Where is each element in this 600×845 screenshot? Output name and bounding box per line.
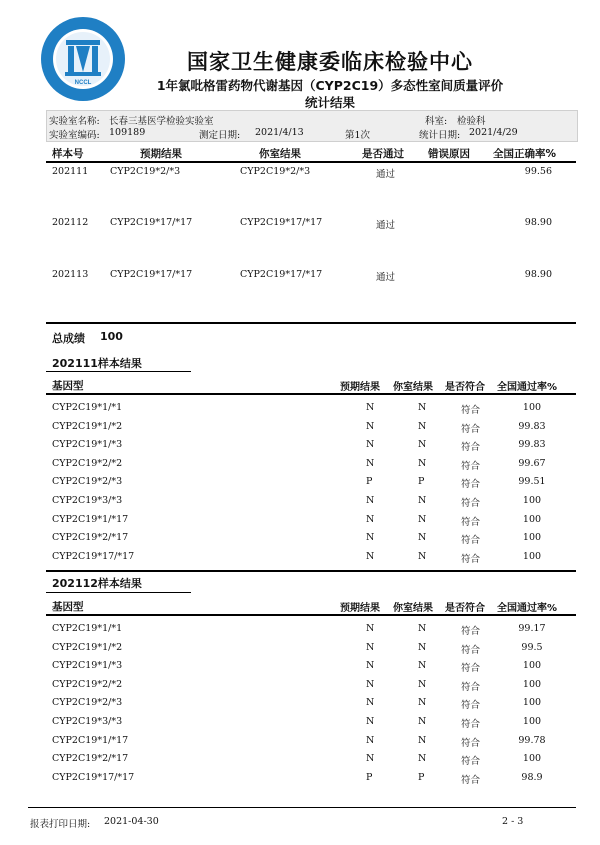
table-row-match: 符合 xyxy=(461,423,481,435)
table-row-expected: N xyxy=(366,697,375,709)
table-row-rate: 99.83 xyxy=(518,420,546,432)
table-row-genotype: CYP2C19*2/*3 xyxy=(52,697,123,709)
table-row-rate: 100 xyxy=(522,495,542,506)
table-row-yours: P xyxy=(418,476,425,488)
table-row-rate: 100 xyxy=(522,753,542,765)
table-row-match: 符合 xyxy=(461,442,481,454)
table-row-yours: N xyxy=(418,678,427,690)
table-row-passed: 通过 xyxy=(376,169,396,180)
lab-code-label: 实验室编码: xyxy=(49,130,100,141)
divider xyxy=(46,322,576,324)
table-row-yours: N xyxy=(418,641,427,653)
test-date: 2021/4/13 xyxy=(255,127,304,138)
table-row-rate: 100 xyxy=(522,513,542,525)
table-row-rate: 100 xyxy=(522,697,542,709)
table-row-yours: N xyxy=(418,495,427,506)
table-row-match: 符合 xyxy=(461,756,481,768)
table-row-rate: 100 xyxy=(522,532,542,544)
col-rate-header: 全国通过率% xyxy=(497,382,558,393)
table-row-genotype: CYP2C19*2/*17 xyxy=(52,532,129,544)
table-row-match: 符合 xyxy=(461,681,481,693)
table-row-expected: P xyxy=(366,476,373,488)
table-row-match: 符合 xyxy=(461,737,481,749)
table-row-match: 符合 xyxy=(461,626,481,637)
col-genotype-header: 基因型 xyxy=(52,380,84,392)
table-row-yours: N xyxy=(418,402,427,413)
divider xyxy=(46,614,576,616)
table-row-genotype: CYP2C19*2/*3 xyxy=(52,476,123,488)
table-row-match: 符合 xyxy=(461,479,481,491)
col-genotype-header: 基因型 xyxy=(52,601,84,613)
col-yours-header: 你室结果 xyxy=(393,603,433,614)
col-match-header: 是否符合 xyxy=(445,382,485,393)
table-row-rate: 100 xyxy=(522,660,542,672)
table-row-expected: N xyxy=(366,716,375,727)
test-date-label: 测定日期: xyxy=(199,130,241,141)
table-row-yours: N xyxy=(418,420,427,432)
table-row-yours: N xyxy=(418,550,427,562)
table-row-match: 符合 xyxy=(461,535,481,547)
col-rate-header: 全国正确率% xyxy=(493,148,557,160)
table-row-expected: N xyxy=(366,532,375,544)
section-title: 202111样本结果 xyxy=(52,357,142,370)
divider xyxy=(46,592,191,593)
col-match-header: 是否符合 xyxy=(445,603,485,614)
table-row-yours: N xyxy=(418,753,427,765)
table-row-sample: 202111 xyxy=(52,166,89,177)
table-row-match: 符合 xyxy=(461,405,481,416)
table-row-genotype: CYP2C19*2/*17 xyxy=(52,753,129,765)
table-row-expected: N xyxy=(366,439,375,451)
dept: 检验科 xyxy=(457,116,486,127)
table-row-sample: 202113 xyxy=(52,269,89,280)
col-rate-header: 全国通过率% xyxy=(497,603,558,614)
table-row-match: 符合 xyxy=(461,700,481,712)
table-row-rate: 98.90 xyxy=(524,269,552,280)
org-title: 国家卫生健康委临床检验中心 xyxy=(187,50,473,74)
total-score-value: 100 xyxy=(100,330,123,343)
table-row-genotype: CYP2C19*1/*17 xyxy=(52,513,129,525)
stat-date-label: 统计日期: xyxy=(419,130,461,141)
table-row-genotype: CYP2C19*2/*2 xyxy=(52,457,123,469)
table-row-rate: 98.90 xyxy=(524,217,552,228)
table-row-genotype: CYP2C19*3/*3 xyxy=(52,716,123,727)
table-row-expected: CYP2C19*17/*17 xyxy=(110,217,193,228)
svg-text:NCCL: NCCL xyxy=(74,80,92,86)
table-row-rate: 98.9 xyxy=(521,771,543,783)
table-row-genotype: CYP2C19*1/*3 xyxy=(52,660,123,672)
table-row-expected: P xyxy=(366,771,373,783)
table-row-genotype: CYP2C19*3/*3 xyxy=(52,495,123,506)
print-date: 2021-04-30 xyxy=(104,816,159,827)
table-row-match: 符合 xyxy=(461,498,481,509)
col-yours-header: 你室结果 xyxy=(259,148,301,160)
col-expected-header: 预期结果 xyxy=(340,382,380,393)
divider xyxy=(46,371,191,372)
table-row-rate: 99.51 xyxy=(518,476,546,488)
table-row-genotype: CYP2C19*1/*2 xyxy=(52,641,123,653)
table-row-rate: 99.17 xyxy=(518,623,546,634)
table-row-match: 符合 xyxy=(461,516,481,528)
table-row-genotype: CYP2C19*1/*17 xyxy=(52,734,129,746)
table-row-expected: N xyxy=(366,457,375,469)
table-row-rate: 99.83 xyxy=(518,439,546,451)
table-row-rate: 100 xyxy=(522,402,542,413)
table-row-expected: CYP2C19*2/*3 xyxy=(110,166,181,177)
report-subtitle: 统计结果 xyxy=(304,95,355,110)
table-row-expected: N xyxy=(366,402,375,413)
total-score-label: 总成绩 xyxy=(52,332,85,345)
print-date-label: 报表打印日期: xyxy=(30,819,91,830)
table-row-match: 符合 xyxy=(461,663,481,675)
table-row-passed: 通过 xyxy=(376,220,396,231)
col-reason-header: 错误原因 xyxy=(428,148,470,160)
table-row-expected: N xyxy=(366,641,375,653)
table-row-expected: N xyxy=(366,550,375,562)
table-row-expected: N xyxy=(366,660,375,672)
table-row-yours: N xyxy=(418,697,427,709)
table-row-match: 符合 xyxy=(461,774,481,786)
table-row-yours: P xyxy=(418,771,425,783)
table-row-match: 符合 xyxy=(461,644,481,656)
table-row-match: 符合 xyxy=(461,460,481,472)
table-row-yours: CYP2C19*17/*17 xyxy=(240,269,323,280)
table-row-rate: 99.78 xyxy=(518,734,546,746)
table-row-expected: N xyxy=(366,734,375,746)
table-row-genotype: CYP2C19*17/*17 xyxy=(52,771,135,783)
col-passed-header: 是否通过 xyxy=(362,148,404,160)
dept-label: 科室: xyxy=(425,116,448,127)
table-row-rate: 100 xyxy=(522,678,542,690)
col-sample-header: 样本号 xyxy=(52,148,84,160)
table-row-yours: N xyxy=(418,716,427,727)
page-number: 2 - 3 xyxy=(502,816,524,827)
table-row-expected: N xyxy=(366,753,375,765)
lab-code: 109189 xyxy=(109,127,146,138)
table-row-yours: N xyxy=(418,623,427,634)
table-row-yours: N xyxy=(418,513,427,525)
divider xyxy=(46,393,576,395)
col-yours-header: 你室结果 xyxy=(393,382,433,393)
lab-name: 长春三基医学检验实验室 xyxy=(109,116,214,127)
table-row-genotype: CYP2C19*1/*3 xyxy=(52,439,123,451)
table-row-expected: N xyxy=(366,495,375,506)
section-title: 202112样本结果 xyxy=(52,577,142,590)
table-row-match: 符合 xyxy=(461,719,481,730)
table-row-yours: N xyxy=(418,457,427,469)
table-row-expected: N xyxy=(366,420,375,432)
lab-info-box xyxy=(46,110,578,142)
table-row-passed: 通过 xyxy=(376,272,396,283)
table-row-yours: CYP2C19*2/*3 xyxy=(240,166,311,177)
round: 第1次 xyxy=(345,130,371,141)
table-row-sample: 202112 xyxy=(52,217,89,228)
col-expected-header: 预期结果 xyxy=(140,148,182,160)
table-row-rate: 99.67 xyxy=(518,457,546,469)
table-row-rate: 99.5 xyxy=(521,641,543,653)
table-row-yours: N xyxy=(418,734,427,746)
divider xyxy=(46,161,576,163)
report-title: 1年氯吡格雷药物代谢基因（CYP2C19）多态性室间质量评价 xyxy=(156,78,504,93)
table-row-yours: N xyxy=(418,660,427,672)
table-row-genotype: CYP2C19*2/*2 xyxy=(52,678,123,690)
table-row-genotype: CYP2C19*1/*1 xyxy=(52,623,123,634)
lab-name-label: 实验室名称: xyxy=(49,116,100,127)
table-row-yours: N xyxy=(418,439,427,451)
table-row-yours: CYP2C19*17/*17 xyxy=(240,217,323,228)
table-row-rate: 99.56 xyxy=(524,166,552,177)
table-row-genotype: CYP2C19*1/*2 xyxy=(52,420,123,432)
table-row-genotype: CYP2C19*17/*17 xyxy=(52,550,135,562)
divider xyxy=(46,570,576,572)
table-row-genotype: CYP2C19*1/*1 xyxy=(52,402,123,413)
table-row-match: 符合 xyxy=(461,553,481,565)
table-row-yours: N xyxy=(418,532,427,544)
table-row-expected: N xyxy=(366,513,375,525)
col-expected-header: 预期结果 xyxy=(340,603,380,614)
table-row-expected: N xyxy=(366,623,375,634)
table-row-expected: CYP2C19*17/*17 xyxy=(110,269,193,280)
table-row-rate: 100 xyxy=(522,550,542,562)
footer-divider xyxy=(28,807,576,808)
table-row-rate: 100 xyxy=(522,716,542,727)
table-row-expected: N xyxy=(366,678,375,690)
stat-date: 2021/4/29 xyxy=(469,127,518,138)
